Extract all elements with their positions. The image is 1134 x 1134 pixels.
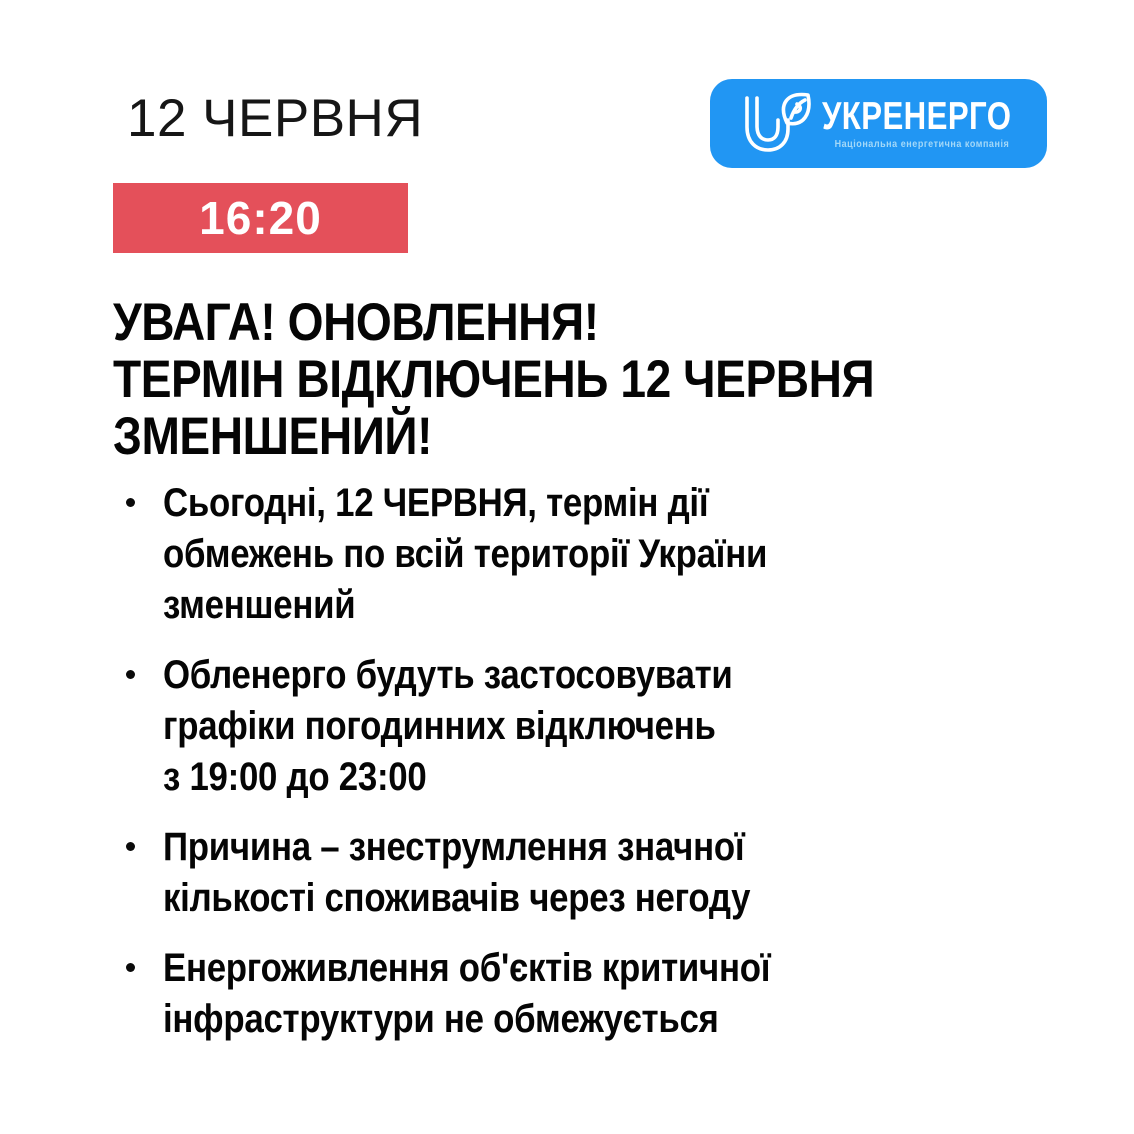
logo-text-block — [822, 97, 1059, 150]
bullet-text-line: Причина – знеструмлення значної — [163, 825, 745, 869]
bullet-text-line: обмежень по всій території України — [163, 532, 768, 576]
bullet-text-line: з 19:00 до 23:00 — [163, 755, 427, 799]
bullet-list — [126, 478, 861, 1064]
list-item — [126, 822, 861, 924]
list-item — [126, 943, 861, 1045]
bullet-text-line: Сьогодні, 12 ЧЕРВНЯ, термін дії — [163, 481, 709, 525]
bullet-dot — [126, 842, 135, 851]
time-badge — [113, 183, 408, 253]
headline-line: УВАГА! ОНОВЛЕННЯ! — [113, 293, 599, 352]
bullet-text-line: графіки погодинних відключень — [163, 704, 716, 748]
bullet-text-line: інфраструктури не обмежується — [163, 997, 719, 1041]
ukrenergo-leaf-logo-icon — [742, 92, 816, 156]
bullet-dot — [126, 963, 135, 972]
headline-line: ТЕРМІН ВІДКЛЮЧЕНЬ 12 ЧЕРВНЯ — [113, 350, 875, 409]
list-item — [126, 650, 861, 803]
bullet-text-line: зменшений — [163, 583, 356, 627]
time-label: 16:20 — [199, 192, 322, 244]
headline — [113, 294, 988, 465]
headline-line: ЗМЕНШЕНИЙ! — [113, 407, 433, 466]
date-heading: 12 ЧЕРВНЯ — [127, 89, 424, 148]
logo-title: УКРЕНЕРГО — [822, 95, 1012, 138]
bullet-text-line: кількості споживачів через негоду — [163, 876, 751, 920]
bullet-dot — [126, 670, 135, 679]
logo-subtitle: Національна енергетична компанія — [834, 139, 1010, 150]
ukrenergo-logo-badge — [710, 79, 1047, 168]
bullet-text-line: Енергоживлення об'єктів критичної — [163, 946, 771, 990]
list-item — [126, 478, 861, 631]
bullet-text-line: Обленерго будуть застосовувати — [163, 653, 733, 697]
bullet-dot — [126, 498, 135, 507]
